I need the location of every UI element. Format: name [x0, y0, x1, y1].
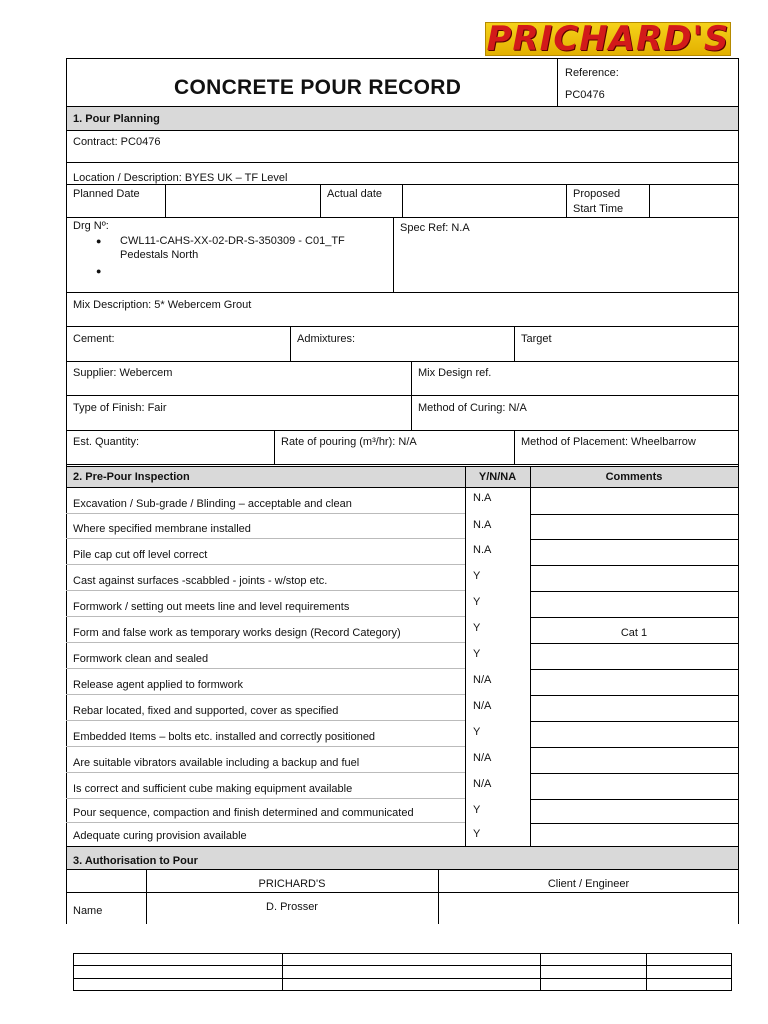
- row-divider: [66, 798, 465, 799]
- name-label: Name: [73, 905, 103, 917]
- client-engineer-column-header: Client / Engineer: [547, 878, 630, 890]
- planned-date-label: Planned Date: [73, 188, 140, 200]
- inspection-value: N/A: [473, 674, 492, 686]
- comments-column-header: Comments: [605, 471, 663, 483]
- row-divider: [530, 591, 739, 592]
- inspection-item: Cast against surfaces -scabbled - joints - w/stop etc.: [73, 575, 328, 587]
- row-divider: [530, 669, 739, 670]
- bullet-icon: ●: [96, 266, 102, 276]
- row-divider: [530, 514, 739, 515]
- row-divider: [66, 822, 465, 823]
- inspection-value: Y: [473, 726, 481, 738]
- proposed-start-label-2: Start Time: [573, 203, 624, 215]
- inspection-item: Embedded Items – bolts etc. installed and correctly positioned: [73, 731, 376, 743]
- ynna-column-header: Y/N/NA: [478, 471, 517, 483]
- actual-date-label: Actual date: [327, 188, 383, 200]
- inspection-item: Is correct and sufficient cube making equipment available: [73, 783, 353, 795]
- inspection-value: N.A: [473, 492, 492, 504]
- row-divider: [66, 720, 465, 721]
- prichards-column-header: PRICHARD'S: [258, 878, 326, 890]
- row-divider: [530, 539, 739, 540]
- row-divider: [530, 721, 739, 722]
- row-divider: [66, 538, 465, 539]
- logo-text: PRICHARD'S: [486, 22, 730, 56]
- row-divider: [530, 565, 739, 566]
- prichards-name-value: D. Prosser: [266, 901, 318, 913]
- inspection-item: Excavation / Sub-grade / Blinding – acceptable and clean: [73, 498, 352, 510]
- row-divider: [66, 513, 465, 514]
- spec-ref-field: Spec Ref: N.A: [400, 222, 470, 234]
- admixtures-field: Admixtures:: [297, 333, 356, 345]
- drg-label: Drg Nº:: [73, 220, 109, 232]
- est-quantity-field: Est. Quantity:: [73, 436, 140, 448]
- inspection-value: N/A: [473, 778, 492, 790]
- row-divider: [66, 642, 465, 643]
- inspection-comment: Cat 1: [620, 627, 648, 639]
- inspection-item: Formwork clean and sealed: [73, 653, 209, 665]
- inspection-value: Y: [473, 828, 481, 840]
- row-divider: [530, 643, 739, 644]
- supplier-field: Supplier: Webercem: [73, 367, 173, 379]
- inspection-item: Release agent applied to formwork: [73, 679, 243, 691]
- row-divider: [66, 564, 465, 565]
- inspection-value: Y: [473, 804, 481, 816]
- row-divider: [530, 773, 739, 774]
- method-of-placement-field: Method of Placement: Wheelbarrow: [521, 436, 696, 448]
- drg-item-2: Pedestals North: [120, 249, 199, 261]
- inspection-item: Adequate curing provision available: [73, 830, 247, 842]
- bullet-icon: ●: [96, 236, 102, 246]
- page-title: CONCRETE POUR RECORD: [174, 76, 462, 99]
- inspection-value: Y: [473, 622, 481, 634]
- inspection-item: Where specified membrane installed: [73, 523, 251, 535]
- inspection-value: Y: [473, 596, 481, 608]
- section-2-heading: 2. Pre-Pour Inspection: [73, 471, 190, 483]
- method-of-curing-field: Method of Curing: N/A: [418, 402, 527, 414]
- row-divider: [66, 772, 465, 773]
- row-divider: [66, 590, 465, 591]
- inspection-item: Rebar located, fixed and supported, cover as specified: [73, 705, 339, 717]
- inspection-item: Pile cap cut off level correct: [73, 549, 208, 561]
- row-divider: [530, 695, 739, 696]
- section-3-heading: 3. Authorisation to Pour: [73, 855, 198, 867]
- row-divider: [530, 747, 739, 748]
- mix-description-field: Mix Description: 5* Webercem Grout: [73, 299, 252, 311]
- footer-table: [73, 953, 732, 991]
- reference-label: Reference:: [565, 67, 619, 79]
- row-divider: [66, 616, 465, 617]
- type-of-finish-field: Type of Finish: Fair: [73, 402, 167, 414]
- contract-field: Contract: PC0476: [73, 136, 161, 148]
- inspection-value: N.A: [473, 519, 492, 531]
- inspection-value: Y: [473, 570, 481, 582]
- inspection-value: N.A: [473, 544, 492, 556]
- cement-field: Cement:: [73, 333, 115, 345]
- reference-value: PC0476: [565, 89, 605, 101]
- section-1-heading: 1. Pour Planning: [73, 113, 160, 125]
- target-field: Target: [521, 333, 552, 345]
- rate-of-pouring-field: Rate of pouring (m³/hr): N/A: [281, 436, 417, 448]
- row-divider: [530, 823, 739, 824]
- inspection-value: N/A: [473, 700, 492, 712]
- inspection-item: Pour sequence, compaction and finish determined and communicated: [73, 807, 414, 819]
- inspection-item: Are suitable vibrators available including a backup and fuel: [73, 757, 360, 769]
- row-divider: [66, 694, 465, 695]
- mix-design-ref-field: Mix Design ref.: [418, 367, 492, 379]
- inspection-value: Y: [473, 648, 481, 660]
- company-logo: [485, 22, 731, 56]
- row-divider: [530, 617, 739, 618]
- row-divider: [66, 668, 465, 669]
- proposed-start-label-1: Proposed: [573, 188, 621, 200]
- row-divider: [530, 799, 739, 800]
- drg-item-1: CWL11-CAHS-XX-02-DR-S-350309 - C01_TF: [120, 235, 345, 247]
- row-divider: [66, 746, 465, 747]
- inspection-item: Formwork / setting out meets line and level requirements: [73, 601, 350, 613]
- inspection-item: Form and false work as temporary works design (Record Category): [73, 627, 401, 639]
- location-field: Location / Description: BYES UK – TF Level: [73, 172, 288, 184]
- inspection-value: N/A: [473, 752, 492, 764]
